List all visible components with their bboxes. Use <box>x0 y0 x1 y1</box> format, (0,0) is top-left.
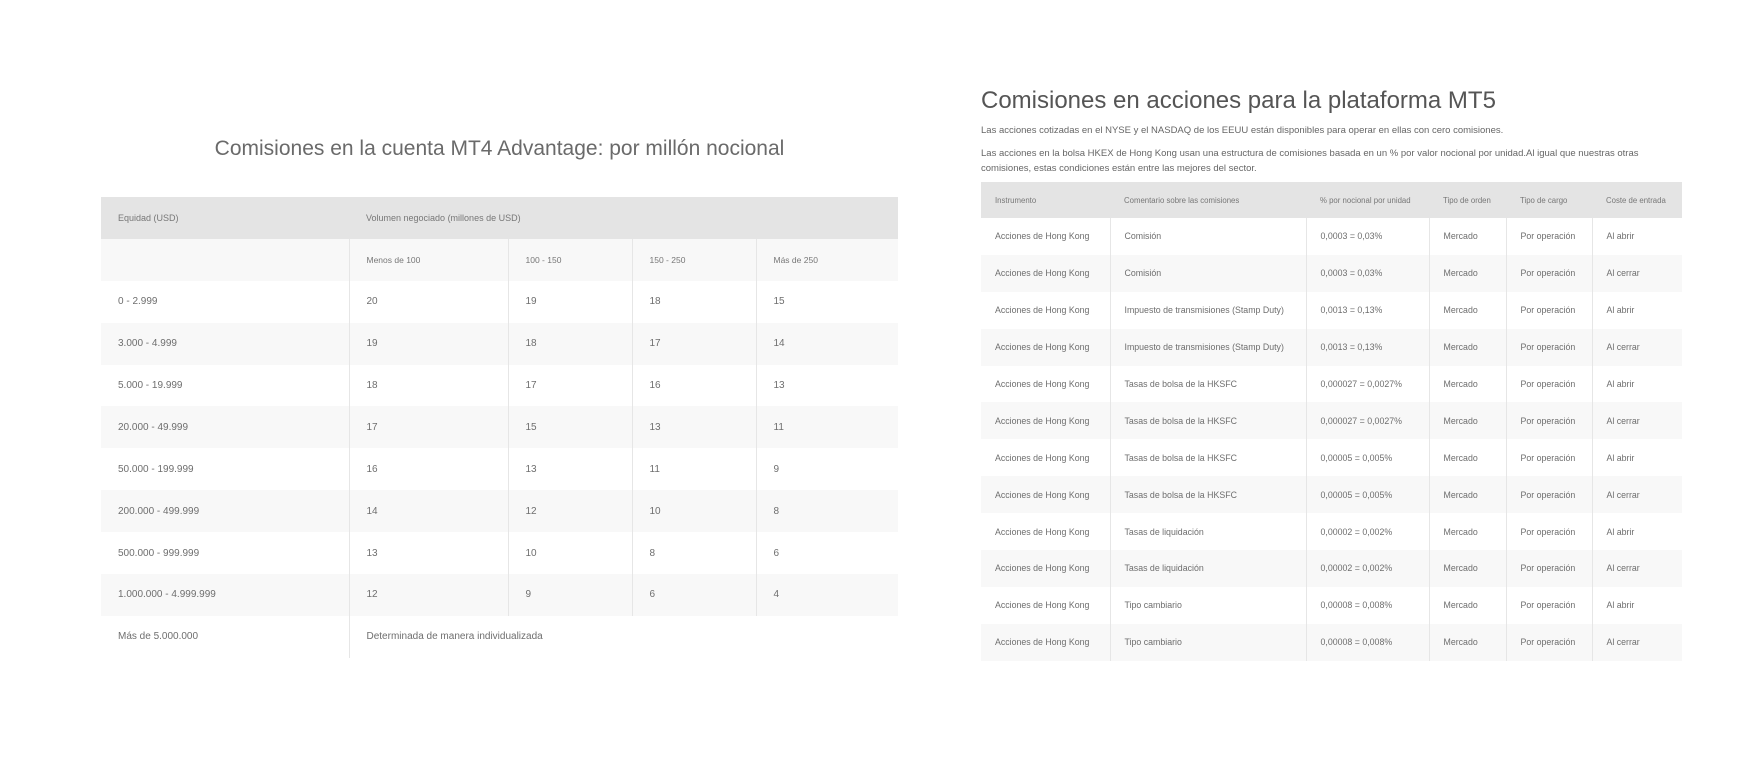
comment-cell: Tasas de bolsa de la HKSFC <box>1110 439 1306 476</box>
commission-cell: 17 <box>349 406 508 448</box>
table-row <box>101 365 898 407</box>
mt4-commissions-table <box>101 197 898 658</box>
commission-cell: 19 <box>349 323 508 365</box>
order-type-cell: Mercado <box>1429 476 1506 513</box>
table-row <box>981 624 1682 661</box>
equity-cell: 200.000 - 499.999 <box>101 490 349 532</box>
charge-type-cell: Por operación <box>1506 329 1592 366</box>
instrument-cell: Acciones de Hong Kong <box>981 513 1110 550</box>
entry-cost-cell: Al abrir <box>1592 513 1682 550</box>
order-type-cell: Mercado <box>1429 439 1506 476</box>
table-row <box>981 587 1682 624</box>
table-row <box>101 616 898 658</box>
order-type-cell: Mercado <box>1429 550 1506 587</box>
charge-type-cell: Por operación <box>1506 513 1592 550</box>
us-stocks-note: Las acciones cotizadas en el NYSE y el NASDAQ de los EEUU están disponibles para operar en ellas con cero comisiones. <box>981 125 1504 136</box>
mt4-table-body <box>101 281 898 658</box>
subheader-volume-tier: 100 - 150 <box>508 239 632 281</box>
order-type-cell: Mercado <box>1429 329 1506 366</box>
charge-type-cell: Por operación <box>1506 587 1592 624</box>
entry-cost-cell: Al cerrar <box>1592 402 1682 439</box>
percent-cell: 0,00005 = 0,005% <box>1306 439 1429 476</box>
table-row <box>981 513 1682 550</box>
charge-type-cell: Por operación <box>1506 624 1592 661</box>
commission-cell: 6 <box>756 532 898 574</box>
comment-cell: Impuesto de transmisiones (Stamp Duty) <box>1110 292 1306 329</box>
instrument-cell: Acciones de Hong Kong <box>981 366 1110 403</box>
entry-cost-cell: Al cerrar <box>1592 255 1682 292</box>
equity-cell: Más de 5.000.000 <box>101 616 349 658</box>
commission-cell: 10 <box>632 490 756 532</box>
table-row <box>981 255 1682 292</box>
comment-cell: Comisión <box>1110 255 1306 292</box>
comment-cell: Tasas de bolsa de la HKSFC <box>1110 366 1306 403</box>
comment-cell: Impuesto de transmisiones (Stamp Duty) <box>1110 329 1306 366</box>
commission-cell: 17 <box>632 323 756 365</box>
subheader-empty <box>101 239 349 281</box>
commission-cell: 6 <box>632 574 756 616</box>
order-type-cell: Mercado <box>1429 218 1506 255</box>
commission-cell: 8 <box>632 532 756 574</box>
table-row <box>101 323 898 365</box>
commission-cell: 11 <box>756 406 898 448</box>
header-charge-type: Tipo de cargo <box>1506 182 1592 218</box>
percent-cell: 0,000027 = 0,0027% <box>1306 366 1429 403</box>
entry-cost-cell: Al abrir <box>1592 439 1682 476</box>
charge-type-cell: Por operación <box>1506 255 1592 292</box>
charge-type-cell: Por operación <box>1506 402 1592 439</box>
commission-cell: 10 <box>508 532 632 574</box>
mt5-commissions-title: Comisiones en acciones para la plataforma MT5 <box>981 87 1496 114</box>
charge-type-cell: Por operación <box>1506 366 1592 403</box>
entry-cost-cell: Al cerrar <box>1592 476 1682 513</box>
instrument-cell: Acciones de Hong Kong <box>981 402 1110 439</box>
commission-cell: 16 <box>632 365 756 407</box>
equity-header: Equidad (USD) <box>101 197 349 239</box>
header-instrument: Instrumento <box>981 182 1110 218</box>
header-comment: Comentario sobre las comisiones <box>1110 182 1306 218</box>
table-row <box>101 532 898 574</box>
equity-cell: 1.000.000 - 4.999.999 <box>101 574 349 616</box>
comment-cell: Tasas de liquidación <box>1110 550 1306 587</box>
header-entry-cost: Coste de entrada <box>1592 182 1682 218</box>
table-row <box>981 439 1682 476</box>
order-type-cell: Mercado <box>1429 587 1506 624</box>
instrument-cell: Acciones de Hong Kong <box>981 329 1110 366</box>
equity-cell: 500.000 - 999.999 <box>101 532 349 574</box>
percent-cell: 0,00005 = 0,005% <box>1306 476 1429 513</box>
table-row <box>981 366 1682 403</box>
instrument-cell: Acciones de Hong Kong <box>981 255 1110 292</box>
commission-cell: 4 <box>756 574 898 616</box>
percent-cell: 0,0013 = 0,13% <box>1306 292 1429 329</box>
instrument-cell: Acciones de Hong Kong <box>981 587 1110 624</box>
comment-cell: Tasas de bolsa de la HKSFC <box>1110 476 1306 513</box>
table-subheader-row <box>101 239 898 281</box>
commission-cell: 12 <box>349 574 508 616</box>
percent-cell: 0,0003 = 0,03% <box>1306 218 1429 255</box>
mt5-commissions-table <box>981 182 1682 661</box>
table-row <box>101 448 898 490</box>
equity-cell: 50.000 - 199.999 <box>101 448 349 490</box>
mt4-commissions-title: Comisiones en la cuenta MT4 Advantage: por millón nocional <box>214 137 785 160</box>
commission-cell: 8 <box>756 490 898 532</box>
equity-cell: 3.000 - 4.999 <box>101 323 349 365</box>
entry-cost-cell: Al abrir <box>1592 292 1682 329</box>
percent-cell: 0,0013 = 0,13% <box>1306 329 1429 366</box>
commission-cell: 11 <box>632 448 756 490</box>
table-row <box>101 490 898 532</box>
commission-cell: 14 <box>349 490 508 532</box>
equity-cell: 5.000 - 19.999 <box>101 365 349 407</box>
comment-cell: Tasas de bolsa de la HKSFC <box>1110 402 1306 439</box>
order-type-cell: Mercado <box>1429 402 1506 439</box>
charge-type-cell: Por operación <box>1506 292 1592 329</box>
commission-cell: 14 <box>756 323 898 365</box>
entry-cost-cell: Al abrir <box>1592 218 1682 255</box>
header-order-type: Tipo de orden <box>1429 182 1506 218</box>
commission-cell: 15 <box>508 406 632 448</box>
commission-cell: 13 <box>632 406 756 448</box>
table-row <box>101 406 898 448</box>
header-percent-notional: % por nocional por unidad <box>1306 182 1429 218</box>
equity-cell: 0 - 2.999 <box>101 281 349 323</box>
table-row <box>981 402 1682 439</box>
table-row <box>101 281 898 323</box>
commission-cell: 19 <box>508 281 632 323</box>
table-row <box>981 550 1682 587</box>
subheader-volume-tier: Más de 250 <box>756 239 898 281</box>
commission-cell: 18 <box>632 281 756 323</box>
commission-cell: 15 <box>756 281 898 323</box>
table-row <box>101 574 898 616</box>
comment-cell: Tipo cambiario <box>1110 587 1306 624</box>
table-row <box>981 476 1682 513</box>
mt4-commissions-section <box>101 134 898 643</box>
entry-cost-cell: Al cerrar <box>1592 329 1682 366</box>
commission-cell: Determinada de manera individualizada <box>349 616 898 658</box>
mt5-table-body <box>981 218 1682 661</box>
equity-cell: 20.000 - 49.999 <box>101 406 349 448</box>
charge-type-cell: Por operación <box>1506 476 1592 513</box>
instrument-cell: Acciones de Hong Kong <box>981 476 1110 513</box>
entry-cost-cell: Al abrir <box>1592 587 1682 624</box>
commission-cell: 9 <box>756 448 898 490</box>
commission-cell: 20 <box>349 281 508 323</box>
table-row <box>981 292 1682 329</box>
commission-cell: 12 <box>508 490 632 532</box>
commission-cell: 17 <box>508 365 632 407</box>
commission-cell: 16 <box>349 448 508 490</box>
percent-cell: 0,00002 = 0,002% <box>1306 550 1429 587</box>
comment-cell: Tipo cambiario <box>1110 624 1306 661</box>
commission-cell: 13 <box>349 532 508 574</box>
commission-cell: 9 <box>508 574 632 616</box>
entry-cost-cell: Al cerrar <box>1592 550 1682 587</box>
table-row <box>981 218 1682 255</box>
entry-cost-cell: Al cerrar <box>1592 624 1682 661</box>
mt5-commissions-section <box>981 86 1682 648</box>
order-type-cell: Mercado <box>1429 292 1506 329</box>
charge-type-cell: Por operación <box>1506 218 1592 255</box>
percent-cell: 0,00008 = 0,008% <box>1306 624 1429 661</box>
table-header-row <box>981 182 1682 218</box>
volume-header: Volumen negociado (millones de USD) <box>349 197 898 239</box>
instrument-cell: Acciones de Hong Kong <box>981 624 1110 661</box>
commission-cell: 18 <box>349 365 508 407</box>
order-type-cell: Mercado <box>1429 513 1506 550</box>
charge-type-cell: Por operación <box>1506 550 1592 587</box>
instrument-cell: Acciones de Hong Kong <box>981 218 1110 255</box>
entry-cost-cell: Al abrir <box>1592 366 1682 403</box>
instrument-cell: Acciones de Hong Kong <box>981 550 1110 587</box>
percent-cell: 0,00002 = 0,002% <box>1306 513 1429 550</box>
instrument-cell: Acciones de Hong Kong <box>981 439 1110 476</box>
commission-cell: 13 <box>508 448 632 490</box>
percent-cell: 0,00008 = 0,008% <box>1306 587 1429 624</box>
comment-cell: Tasas de liquidación <box>1110 513 1306 550</box>
charge-type-cell: Por operación <box>1506 439 1592 476</box>
order-type-cell: Mercado <box>1429 624 1506 661</box>
comment-cell: Comisión <box>1110 218 1306 255</box>
commission-cell: 18 <box>508 323 632 365</box>
table-header-row <box>101 197 898 239</box>
order-type-cell: Mercado <box>1429 255 1506 292</box>
commission-cell: 13 <box>756 365 898 407</box>
table-row <box>981 329 1682 366</box>
order-type-cell: Mercado <box>1429 366 1506 403</box>
instrument-cell: Acciones de Hong Kong <box>981 292 1110 329</box>
percent-cell: 0,000027 = 0,0027% <box>1306 402 1429 439</box>
subheader-volume-tier: 150 - 250 <box>632 239 756 281</box>
percent-cell: 0,0003 = 0,03% <box>1306 255 1429 292</box>
hkex-note: Las acciones en la bolsa HKEX de Hong Kong usan una estructura de comisiones basada en un % por valor nocional por unidad.Al igual que nuestras otras comisiones, estas condiciones están entre las mejores del sector. <box>981 148 1639 174</box>
subheader-volume-tier: Menos de 100 <box>349 239 508 281</box>
